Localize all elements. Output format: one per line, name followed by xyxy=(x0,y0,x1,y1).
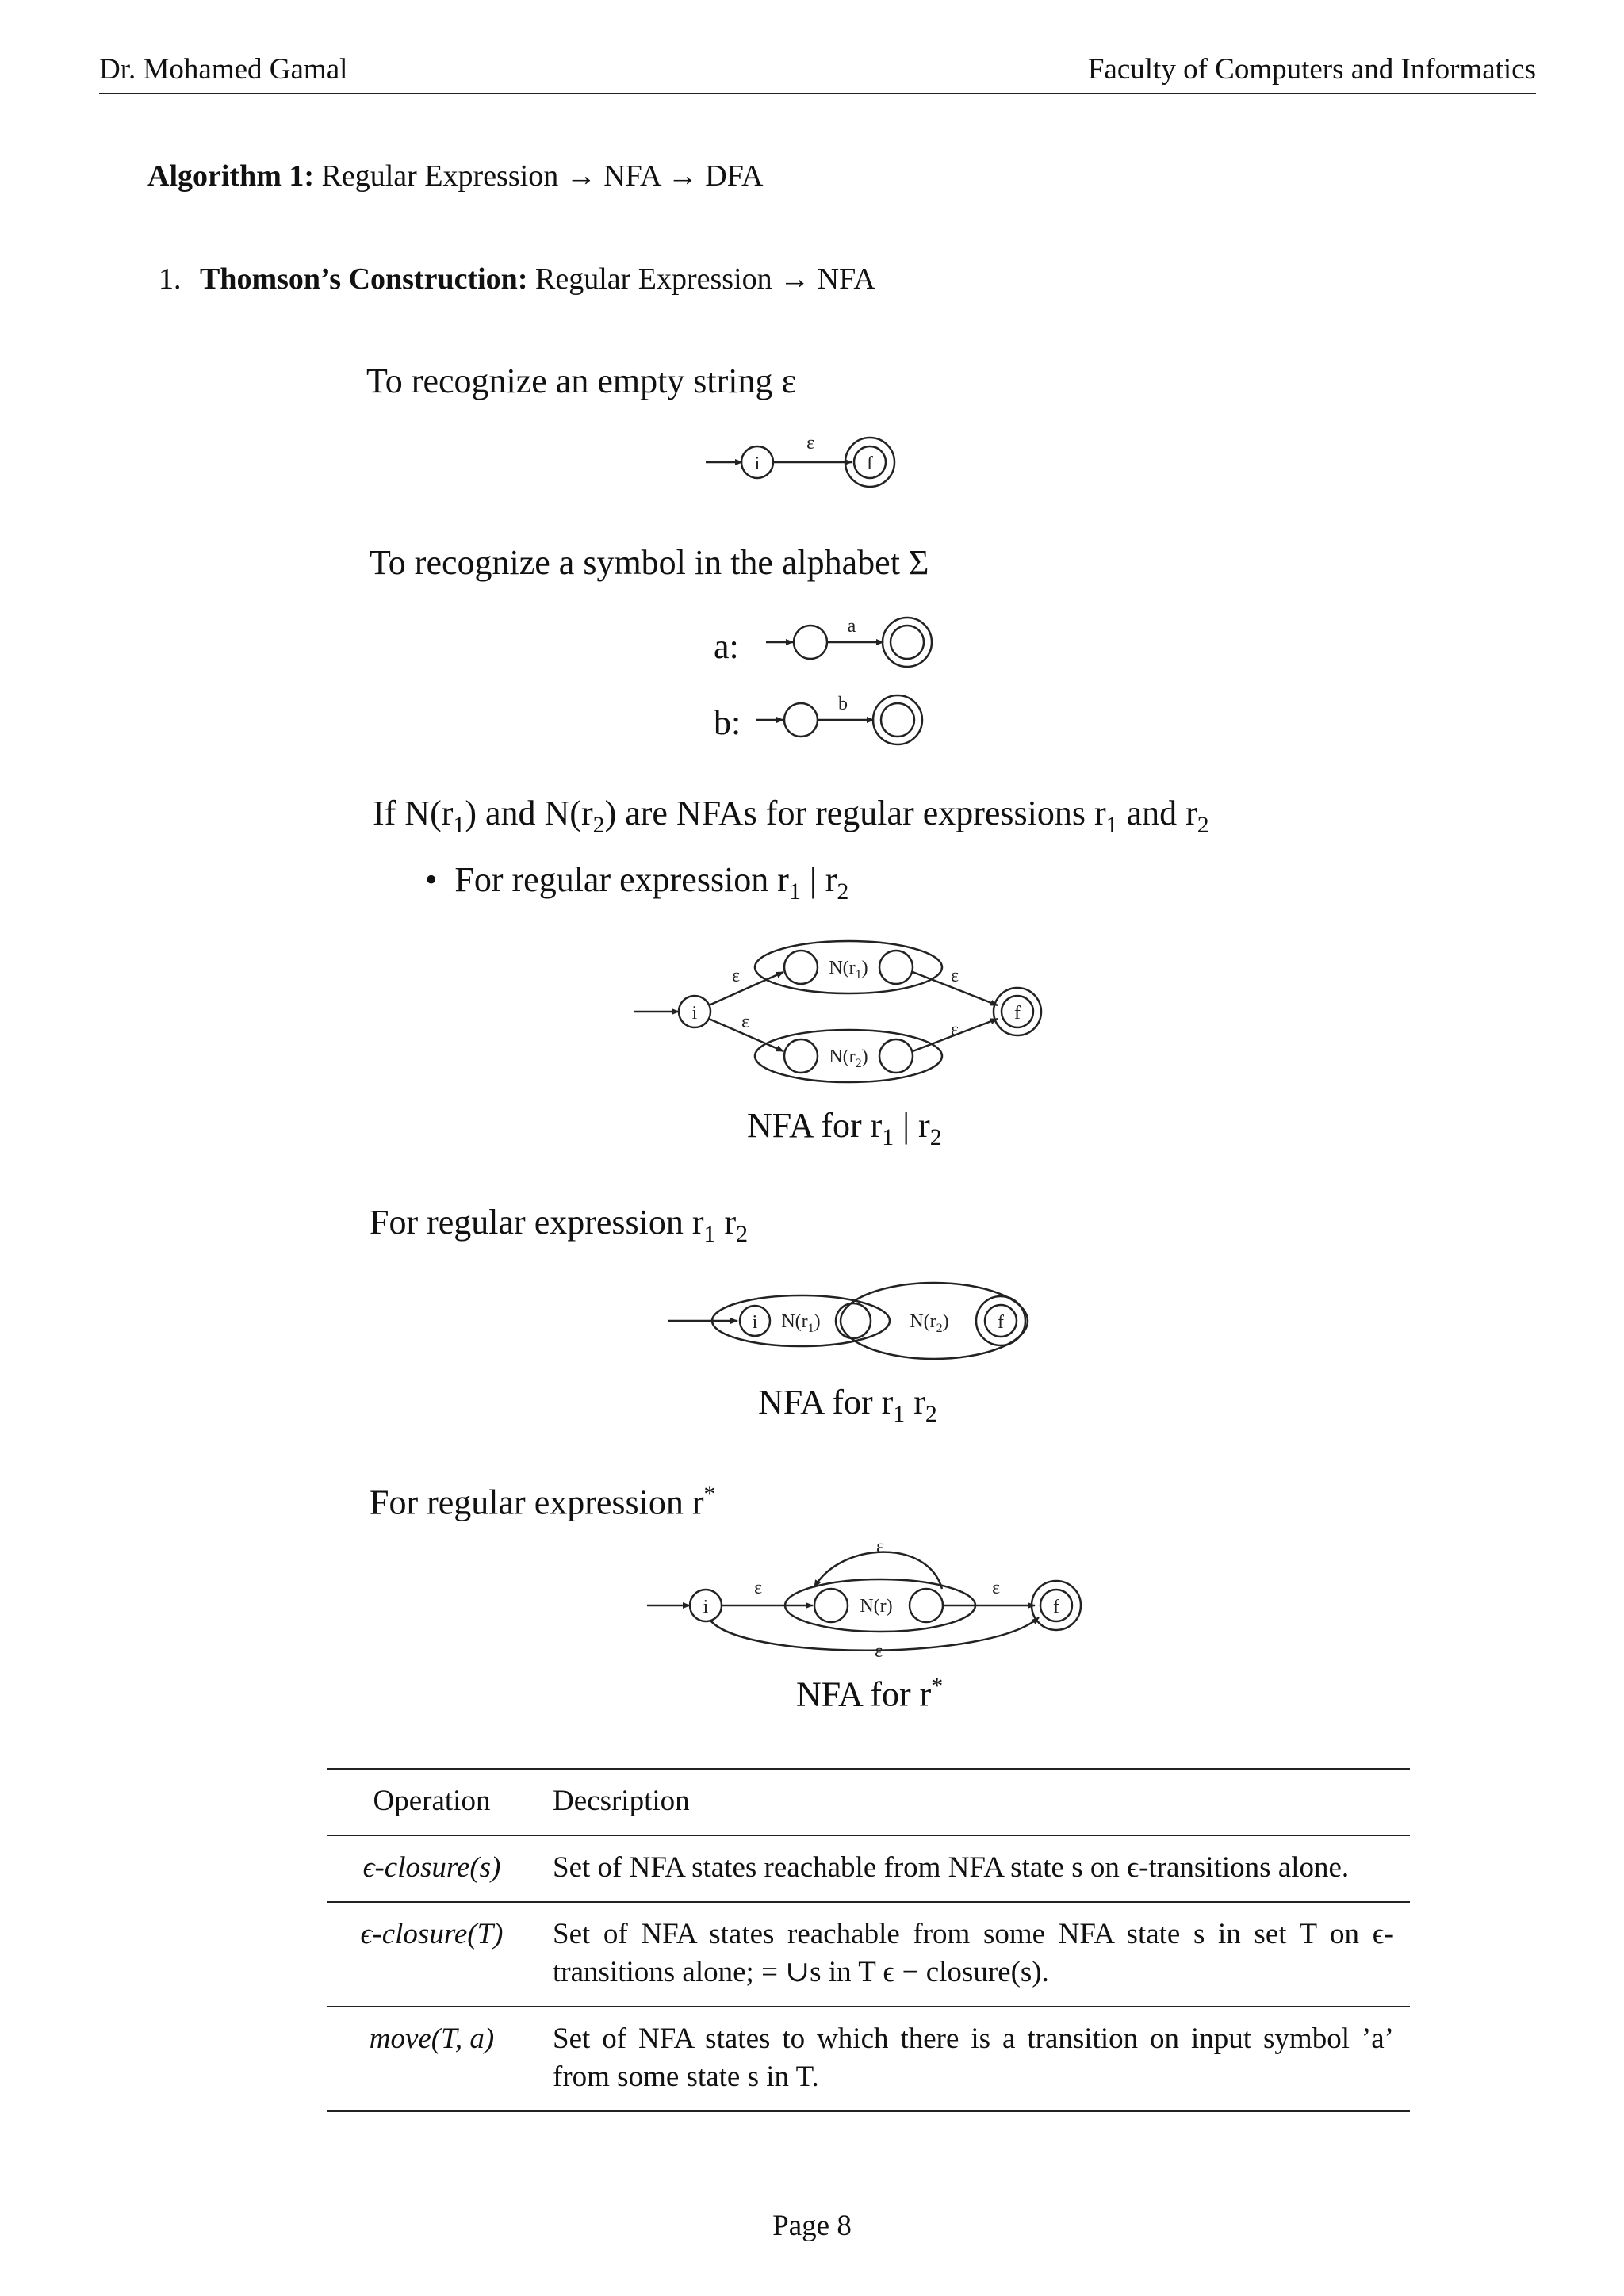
final-state-label: f xyxy=(867,453,873,474)
union-subheading: • For regular expression $r_1$ | $r_2$ xyxy=(425,860,849,905)
union-lower-label: $N(r_2)$ xyxy=(829,1047,868,1070)
star-eps-3: ε xyxy=(875,1536,885,1557)
algorithm-text: Regular Expression → NFA → DFA xyxy=(321,159,764,193)
union-heading: If $N(r_1)$ and $N(r_2)$ are NFAs for regular expressions $r_1$ and $r_2$ xyxy=(373,794,1209,838)
table-row xyxy=(327,2007,1410,2111)
concat-block-2-label: $N(r_2)$ xyxy=(910,1311,949,1335)
header-faculty: Faculty of Computers and Informatics xyxy=(1087,53,1536,86)
page-number: Page 8 xyxy=(772,2210,852,2242)
table-cell-operation: ϵ-closure(T) xyxy=(327,1902,537,2007)
section-title: Thomson’s Construction: xyxy=(200,262,528,296)
union-eps-2: ε xyxy=(741,1012,750,1032)
section-number: 1. xyxy=(159,262,182,296)
union-eps-3: ε xyxy=(950,966,959,986)
concat-caption: NFA for $r_1$ $r_2$ xyxy=(758,1383,937,1427)
operations-table xyxy=(327,1768,1410,2112)
symbol-heading: To recognize a symbol in the alphabet Σ xyxy=(370,543,929,582)
star-eps-1: ε xyxy=(753,1578,763,1598)
section-text: Regular Expression → NFA xyxy=(534,262,875,296)
star-inner-in xyxy=(814,1589,848,1622)
algorithm-label: Algorithm 1: xyxy=(147,159,315,193)
union-eps-4: ε xyxy=(950,1020,959,1040)
table-header-operation: Operation xyxy=(327,1769,537,1835)
table-cell-description: Set of NFA states reachable from some NFA state s in set T on ϵ-transitions alone; = ∪s in T ϵ − closure(s). xyxy=(537,1902,1410,2007)
start-state-label: i xyxy=(754,453,760,474)
table-row xyxy=(327,1835,1410,1902)
header-author: Dr. Mohamed Gamal xyxy=(99,53,348,86)
union-caption: NFA for $r_1$ | $r_2$ xyxy=(747,1106,942,1150)
concat-start-label: i xyxy=(752,1312,758,1333)
concat-block-1-label: $N(r_1)$ xyxy=(781,1311,821,1335)
a-edge-label: a xyxy=(847,616,856,637)
star-caption: NFA for r* xyxy=(796,1673,944,1714)
union-final-label: f xyxy=(1014,1003,1021,1024)
star-block-label: N(r) xyxy=(860,1596,893,1617)
concat-heading: For regular expression $r_1$ $r_2$ xyxy=(370,1203,749,1247)
table-header-description: Decsription xyxy=(537,1769,1410,1835)
symbol-a-label: a: xyxy=(714,627,739,666)
table-header-row xyxy=(327,1769,1410,1835)
union-upper-label: $N(r_1)$ xyxy=(829,958,868,982)
star-final-label: f xyxy=(1053,1597,1059,1617)
union-eps-1: ε xyxy=(731,966,741,986)
star-start-label: i xyxy=(703,1597,709,1617)
star-inner-out xyxy=(910,1589,943,1622)
b-edge-label: b xyxy=(838,694,848,714)
epsilon-edge-label: ε xyxy=(806,433,815,453)
table-cell-operation: ϵ-closure(s) xyxy=(327,1835,537,1902)
empty-string-heading: To recognize an empty string ε xyxy=(366,362,797,400)
star-eps-4: ε xyxy=(874,1641,883,1662)
star-eps-2: ε xyxy=(991,1578,1001,1598)
table-cell-description: Set of NFA states reachable from NFA state s on ϵ-transitions alone. xyxy=(537,1835,1410,1902)
table-cell-description: Set of NFA states to which there is a transition on input symbol ’a’ from some state s in T. xyxy=(537,2007,1410,2111)
concat-final-label: f xyxy=(998,1312,1004,1333)
star-heading: For regular expression r* xyxy=(370,1481,716,1522)
table-cell-operation: move(T, a) xyxy=(327,2007,537,2111)
table-row xyxy=(327,1902,1410,2007)
symbol-b-label: b: xyxy=(714,703,741,742)
union-start-label: i xyxy=(691,1003,698,1024)
